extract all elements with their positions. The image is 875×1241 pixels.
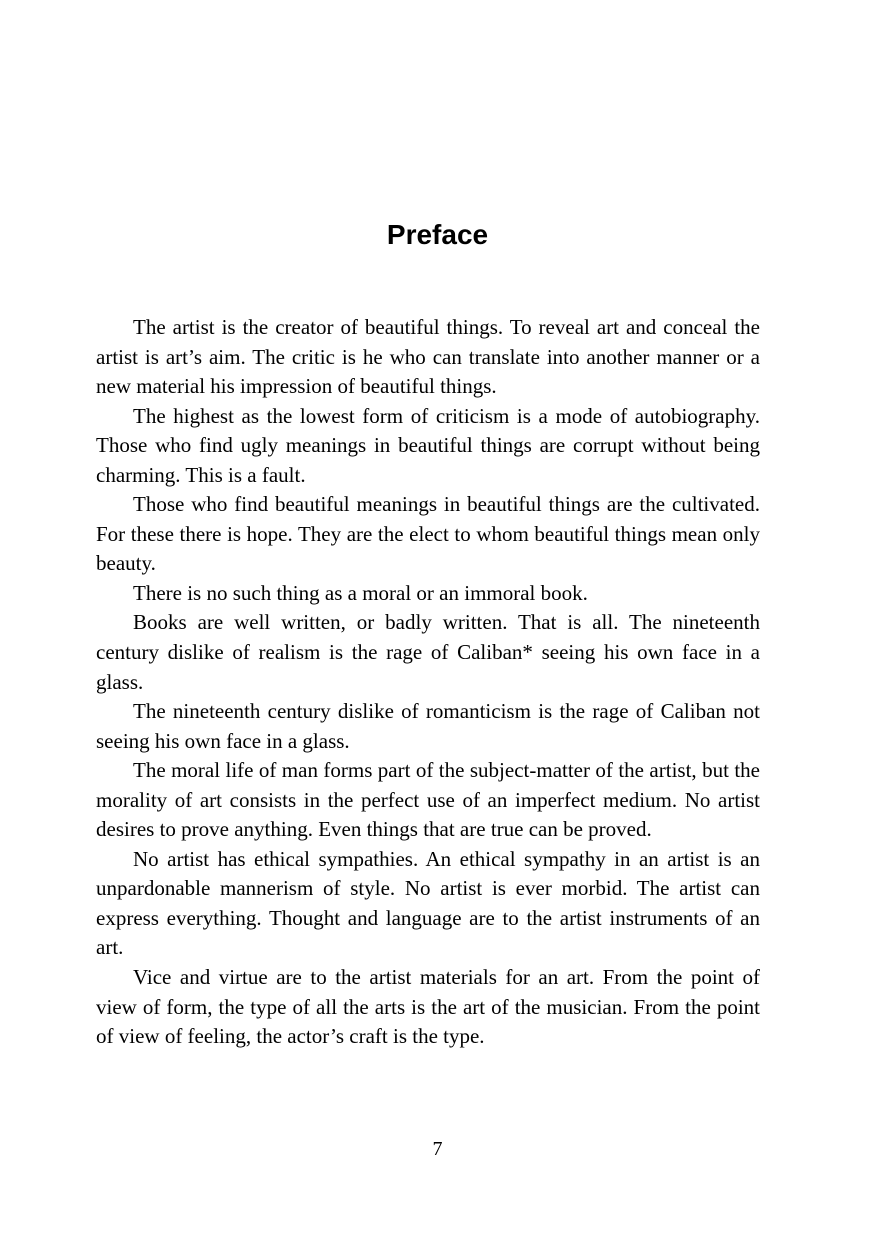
page-number: 7 (432, 1138, 443, 1160)
paragraph: There is no such thing as a moral or an immoral book. (133, 580, 588, 605)
paragraph: No artist has ethical sympathies. An ethical sympathy in an artist is an unpardonable mannerism of style. No artist is ever morbid. The artist can express everything. Thought and language are to the artist instruments of an art. (96, 846, 760, 960)
page-title: Preface (386, 219, 489, 250)
paragraph: Vice and virtue are to the artist materials for an art. From the point of view of form, the type of all the arts is the art of the musician. From the point of view of feeling, the actor’s craft is the type. (96, 965, 760, 1049)
text-body (96, 313, 760, 1052)
paragraph: The highest as the lowest form of criticism is a mode of autobiography. Those who find ugly meanings in beautiful things are corrupt without being charming. This is a fault. (96, 403, 760, 487)
paragraph: Those who find beautiful meanings in beautiful things are the cultivated. For these there is hope. They are the elect to whom beautiful things mean only beauty. (96, 492, 760, 576)
paragraph: The moral life of man forms part of the subject-matter of the artist, but the morality of art consists in the perfect use of an imperfect medium. No artist desires to prove anything. Even things that are true can be proved. (96, 758, 760, 842)
paragraph: The nineteenth century dislike of romanticism is the rage of Caliban not seeing his own face in a glass. (96, 699, 760, 753)
paragraph: The artist is the creator of beautiful things. To reveal art and conceal the artist is art’s aim. The critic is he who can translate into another manner or a new material his impression of beautiful things. (96, 315, 760, 399)
paragraph: Books are well written, or badly written. That is all. The nineteenth century dislike of realism is the rage of Caliban* seeing his own face in a glass. (96, 610, 760, 694)
